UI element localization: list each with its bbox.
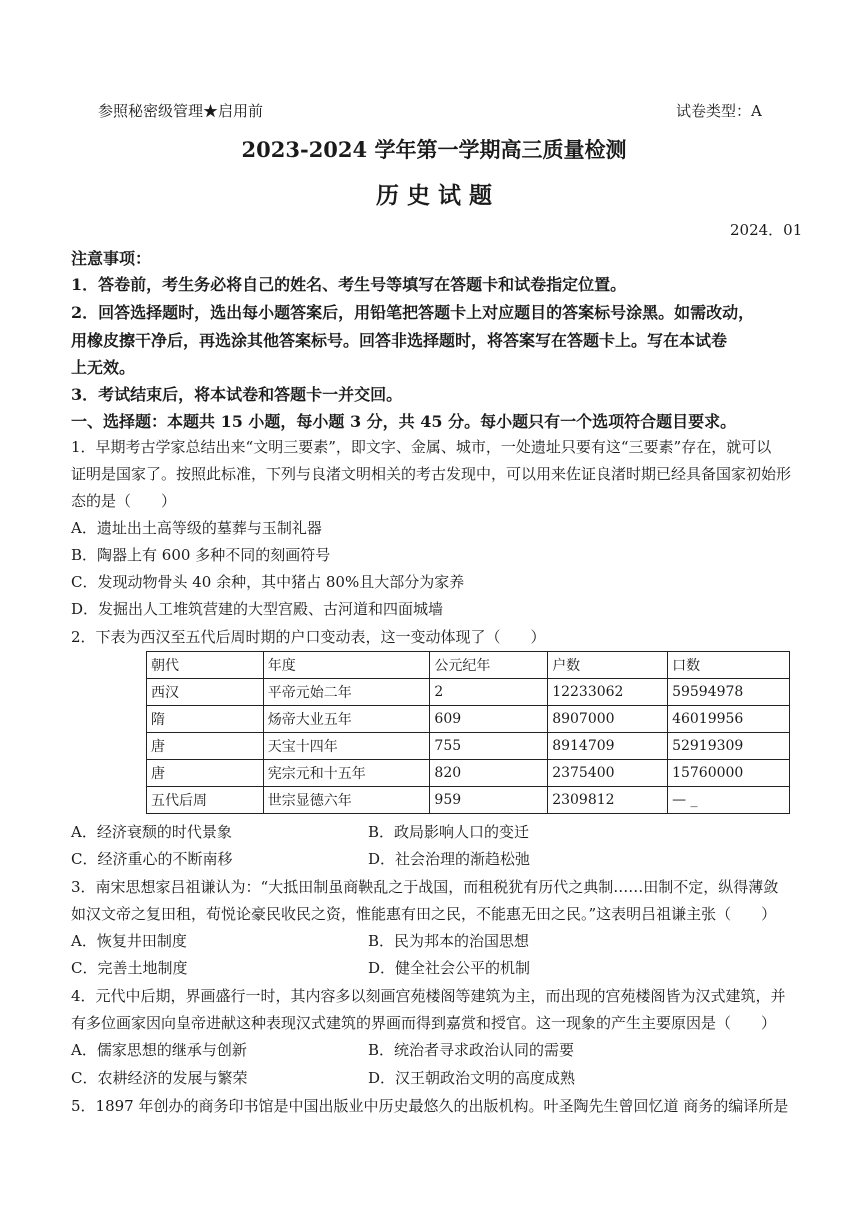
table-cell: 隋: [147, 706, 264, 733]
table-cell: 平帝元始二年: [263, 679, 430, 706]
q4-option-c: C．农耕经济的发展与繁荣: [71, 1069, 248, 1087]
notice-item-2-line-1: 2．回答选择题时，选出每小题答案后，用铅笔把答题卡上对应题目的答案标号涂黑。如需改动，: [71, 303, 755, 322]
table-cell: 2309812: [548, 787, 668, 814]
q4-stem-line-1: 4．元代中后期，界画盛行一时，其内容多以刻画宫苑楼阁等建筑为主，而出现的宫苑楼阁皆为汉式建筑，并: [71, 987, 786, 1005]
table-row: [147, 787, 790, 814]
table-header-row: [147, 652, 790, 679]
table-cell: 12233062: [548, 679, 668, 706]
q1-stem-line-2: 证明是国家了。按照此标准，下列与良渚文明相关的考古发现中，可以用来佐证良渚时期已经具备国家初始形: [71, 465, 792, 483]
section-heading: 一、选择题：本题共 15 小题，每小题 3 分，共 45 分。每小题只有一个选项符合题目要求。: [71, 412, 737, 431]
q3-option-a: A．恢复井田制度: [71, 932, 187, 950]
table-cell: 820: [430, 760, 548, 787]
q3-option-c: C．完善土地制度: [71, 959, 188, 977]
table-header-cell: 公元纪年: [430, 652, 548, 679]
table-cell: 唐: [147, 733, 264, 760]
exam-type-label: 试卷类型：A: [676, 102, 762, 120]
table-cell: 959: [430, 787, 548, 814]
table-cell: 52919309: [668, 733, 790, 760]
q1-option-c: C．发现动物骨头 40 余种，其中猪占 80%且大部分为家养: [71, 573, 465, 591]
notice-item-1: 1．答卷前，考生务必将自己的姓名、考生号等填写在答题卡和试卷指定位置。: [71, 275, 627, 294]
table-header-cell: 口数: [668, 652, 790, 679]
table-header-cell: 户数: [548, 652, 668, 679]
table-cell: 15760000: [668, 760, 790, 787]
page-subtitle: 历 史 试 题: [375, 182, 493, 209]
table-cell: 2: [430, 679, 548, 706]
confidentiality-label: 参照秘密级管理★启用前: [98, 102, 264, 120]
table-header-cell: 朝代: [147, 652, 264, 679]
exam-date: 2024．01: [730, 221, 803, 239]
table-cell: 炀帝大业五年: [263, 706, 430, 733]
q1-option-b: B．陶器上有 600 多种不同的刻画符号: [71, 546, 331, 564]
q4-option-d: D．汉王朝政治文明的高度成熟: [368, 1069, 576, 1087]
table-cell: 天宝十四年: [263, 733, 430, 760]
table-row: [147, 733, 790, 760]
q1-option-a: A．遗址出土高等级的墓葬与玉制礼器: [71, 519, 322, 537]
table-cell: 755: [430, 733, 548, 760]
table-cell: 五代后周: [147, 787, 264, 814]
population-table: [146, 651, 790, 814]
table-cell: 西汉: [147, 679, 264, 706]
q4-option-a: A．儒家思想的继承与创新: [71, 1041, 247, 1059]
table-cell: 8907000: [548, 706, 668, 733]
q1-stem-line-1: 1．早期考古学家总结出来“文明三要素”，即文字、金属、城市，一处遗址只要有这“三要素”存在，就可以: [71, 438, 772, 456]
q4-option-b: B．统治者寻求政治认同的需要: [368, 1041, 575, 1059]
table-header-cell: 年度: [263, 652, 430, 679]
q3-stem-line-2: 如汉文帝之复田租，荀悦论豪民收民之资，惟能惠有田之民，不能惠无田之民。”这表明吕祖谦主张（ ）: [71, 905, 777, 923]
table-row: [147, 706, 790, 733]
q1-option-d: D．发掘出人工堆筑营建的大型宫殿、古河道和四面城墙: [71, 600, 444, 618]
table-cell: — _: [668, 787, 790, 814]
table-cell: 609: [430, 706, 548, 733]
q2-option-a: A．经济衰颓的时代景象: [71, 823, 232, 841]
notice-item-2-line-2: 用橡皮擦干净后，再选涂其他答案标号。回答非选择题时，将答案写在答题卡上。写在本试卷: [71, 331, 728, 350]
table-row: [147, 679, 790, 706]
q2-stem: 2．下表为西汉至五代后周时期的户口变动表，这一变动体现了（ ）: [71, 628, 546, 646]
notice-item-2-line-3: 上无效。: [71, 358, 136, 377]
table-cell: 宪宗元和十五年: [263, 760, 430, 787]
table-cell: 唐: [147, 760, 264, 787]
table-row: [147, 760, 790, 787]
table-cell: 59594978: [668, 679, 790, 706]
table-cell: 2375400: [548, 760, 668, 787]
notice-heading: 注意事项：: [71, 249, 152, 268]
q4-stem-line-2: 有多位画家因向皇帝进献这种表现汉式建筑的界画而得到嘉赏和授官。这一现象的产生主要原因是（ ）: [71, 1014, 777, 1032]
table-cell: 8914709: [548, 733, 668, 760]
q1-stem-line-3: 态的是（ ）: [71, 492, 177, 510]
q3-option-d: D．健全社会公平的机制: [368, 959, 531, 977]
q5-stem-line-1: 5．1897 年创办的商务印书馆是中国出版业中历史最悠久的出版机构。叶圣陶先生曾回忆道 商务的编译所是: [71, 1097, 789, 1115]
q3-option-b: B．民为邦本的治国思想: [368, 932, 530, 950]
q2-option-d: D．社会治理的渐趋松弛: [368, 850, 531, 868]
q2-option-b: B．政局影响人口的变迁: [368, 823, 530, 841]
q3-stem-line-1: 3．南宋思想家吕祖谦认为：“大抵田制虽商鞅乱之于战国，而租税犹有历代之典制……田制不定，纵得薄敛: [71, 878, 779, 896]
table-cell: 世宗显德六年: [263, 787, 430, 814]
page-title: 2023-2024 学年第一学期高三质量检测: [241, 137, 627, 162]
table-cell: 46019956: [668, 706, 790, 733]
notice-item-3: 3．考试结束后，将本试卷和答题卡一并交回。: [71, 385, 403, 404]
q2-option-c: C．经济重心的不断南移: [71, 850, 233, 868]
